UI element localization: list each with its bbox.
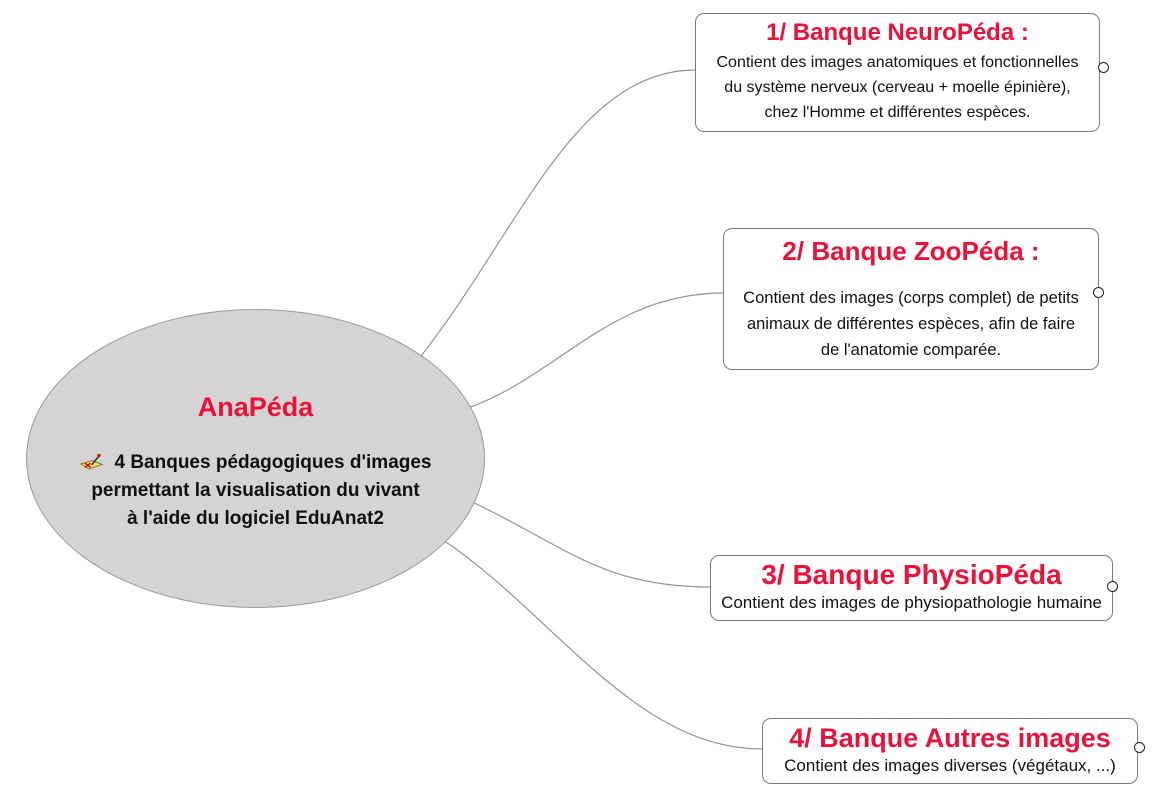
node-banque-zoopeda[interactable] <box>723 228 1099 370</box>
node-title: 4/ Banque Autres images <box>789 723 1111 753</box>
root-node-title: AnaPéda <box>197 392 314 422</box>
fold-handle-physiopeda-icon[interactable] <box>1107 581 1118 592</box>
root-node-anapeda[interactable] <box>26 309 485 608</box>
node-body-line: Contient des images (corps complet) de petits <box>743 289 1079 307</box>
node-body-line: animaux de différentes espèces, afin de faire <box>746 315 1076 333</box>
fold-handle-zoopeda-icon[interactable] <box>1093 287 1104 298</box>
root-node-body <box>27 449 484 533</box>
node-banque-autres-images[interactable] <box>762 718 1138 784</box>
root-body-line: permettant la visualisation du vivant <box>91 480 420 501</box>
node-body-line: du système nerveux (cerveau + moelle épinière), <box>724 79 1071 96</box>
node-body-line: Contient des images diverses (végétaux, ...) <box>784 756 1116 775</box>
node-banque-neuropeda[interactable] <box>695 13 1100 132</box>
root-body-line: 4 Banques pédagogiques d'images <box>114 452 432 473</box>
node-body-line: Contient des images de physiopathologie humaine <box>721 593 1102 612</box>
node-body-line: Contient des images anatomiques et fonctionnelles <box>716 54 1079 71</box>
fold-handle-neuropeda-icon[interactable] <box>1098 62 1109 73</box>
edge-root-to-physiopeda <box>468 500 711 587</box>
sign-pen-icon <box>79 453 104 474</box>
fold-handle-autres-images-icon[interactable] <box>1134 742 1145 753</box>
node-body-line: de l'anatomie comparée. <box>820 341 1002 359</box>
edge-root-to-neuropeda <box>421 70 696 356</box>
node-title: 1/ Banque NeuroPéda : <box>766 19 1029 46</box>
root-body-line: à l'aide du logiciel EduAnat2 <box>127 508 384 529</box>
node-title: 2/ Banque ZooPéda : <box>782 236 1040 266</box>
node-title: 3/ Banque PhysioPéda <box>761 559 1062 590</box>
edge-root-to-zoopeda <box>468 293 724 408</box>
node-body-line: chez l'Homme et différentes espèces. <box>764 104 1031 121</box>
node-banque-physiopeda[interactable] <box>710 555 1113 621</box>
